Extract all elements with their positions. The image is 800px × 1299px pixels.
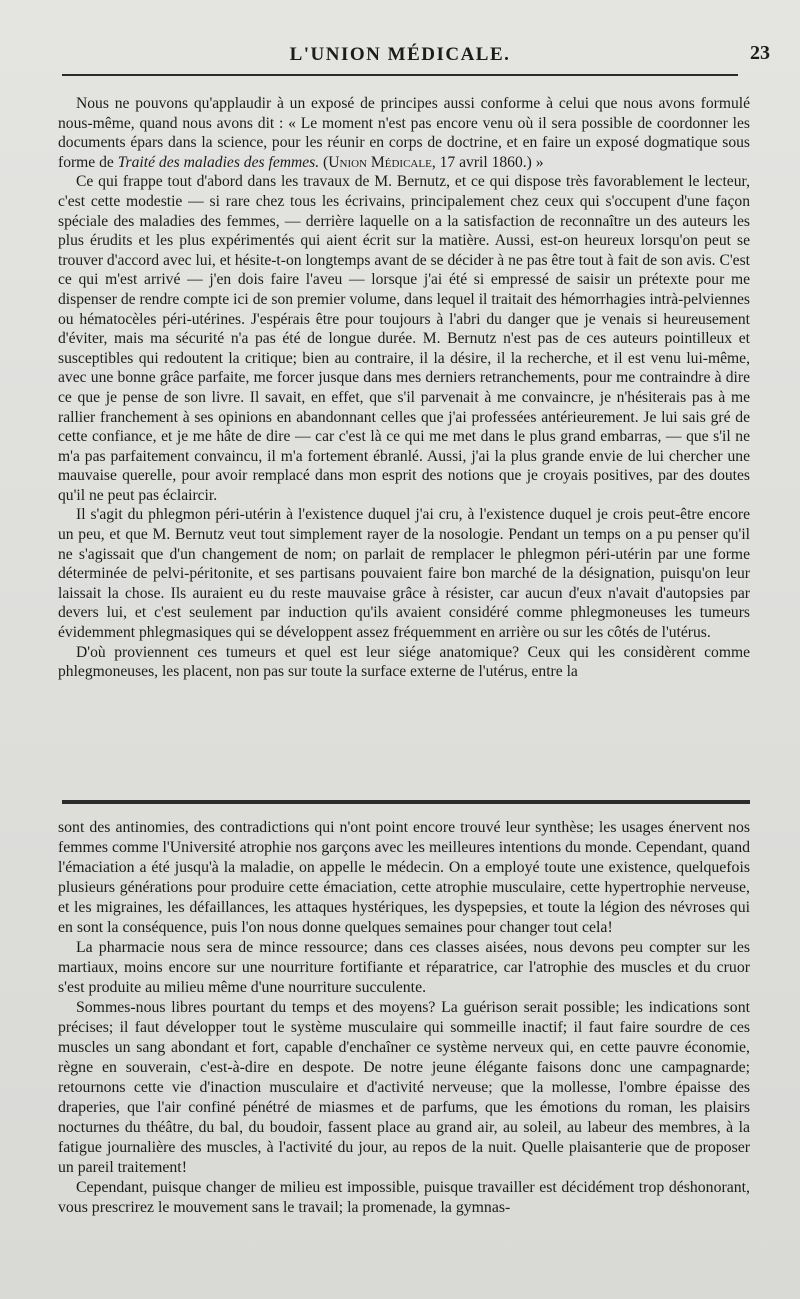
running-title: L'UNION MÉDICALE. (289, 44, 511, 65)
paragraph: Il s'agit du phlegmon péri-utérin à l'existence duquel j'ai cru, à l'existence duquel je crois peut-être encore un peu, et que M. Bernutz veut tout simplement rayer de la nosologie. Pendant un temps on a pu penser qu'il ne s'agissait que d'un changement de nom; on parlait de remplacer le phlegmon péri-utérin par une forme déterminée de pelvi-péritonite, et ses partisans pouvaient faire bon marché de la désignation, puisqu'on leur laissait la chose. Ils auraient eu du reste mauvaise grâce à résister, car aucun d'eux n'avait d'autopsies par devers lui, et c'est seulement par induction qu'ils avaient considéré comme phlegmoneuses les tumeurs évidemment phlegmasiques qui se développent assez fréquemment en arrière ou sur les côtés de l'utérus. (58, 506, 750, 642)
paragraph: sont des antinomies, des contradictions qui n'ont point encore trouvé leur synthèse; les usages énervent nos femmes comme l'Université atrophie nos garçons avec les meilleures intentions du monde. Cependant, quand l'émaciation a été jusqu'à la maladie, on appelle le médecin. On a employé toute une existence, quelquefois plusieurs générations pour produire cette émaciation, cette atrophie musculaire, cette hypertrophie nerveuse, et les migraines, les défaillances, les attaques hystériques, les dyspepsies, et toute la légion des névroses qui en sont la conséquence, puis l'on nous donne quelques semaines pour changer tout cela! (58, 819, 750, 936)
paragraph: Cependant, puisque changer de milieu est impossible, puisque travailler est décidément trop déshonorant, vous prescrirez le mouvement sans le travail; la promenade, la gymnas- (58, 1179, 750, 1216)
paragraph: Ce qui frappe tout d'abord dans les travaux de M. Bernutz, et ce qui dispose très favorablement le lecteur, c'est cette modestie — si rare chez tous les écrivains, principalement chez ceux qui s'occupent d'une façon spéciale des maladies des femmes, — derrière laquelle on a la satisfaction de reconnaître un des auteurs les plus érudits et les plus expérimentés qui aient écrit sur la matière. Aussi, est-on heureux lorsqu'on peut se trouver d'accord avec lui, et hésite-t-on longtemps avant de se décider à ne pas être tout à fait de son avis. C'est ce qui m'est arrivé — j'en dois faire l'aveu — lorsque j'ai été si empressé de saisir un prétexte pour me dispenser de rendre compte ici de son premier volume, dans lequel il traitait des hémorrhagies intrà-pelviennes ou hématocèles péri-utérines. J'espérais être pour toujours à l'abri du danger que je venais si heureusement d'éviter, mais ma sécurité n'a pas été de longue durée. M. Bernutz n'est pas de ces auteurs pointilleux et susceptibles qui redoutent la critique; bien au contraire, il la désire, il la recherche, et il est venu lui-même, avec une bonne grâce parfaite, me forcer jusque dans mes derniers retranchements, pour me contraindre à dire ce que je pense de son livre. Il savait, en effet, que s'il parvenait à me convaincre, je n'hésiterais pas à me rallier franchement à ses opinions en abandonnant celles que j'ai professées antérieurement. Je lui sais gré de cette confiance, et je me hâte de dire — car c'est là ce qui me met dans le plus grand embarras, — que s'il ne m'a pas parfaitement convaincu, il m'a fortement ébranlé. Aussi, j'ai la plus grande envie de lui chercher une mauvaise querelle, pour avoir remplacé dans mon esprit des notions que je croyais positives, par des doutes qu'il ne peut pas éclaircir. (58, 173, 750, 504)
feuilleton-divider (62, 800, 750, 804)
running-head (0, 40, 800, 70)
paragraph (58, 94, 750, 172)
paragraph: La pharmacie nous sera de mince ressource; dans ces classes aisées, nous devons peu compter sur les martiaux, moins encore sur une nourriture fortifiante et réparatrice, car l'atrophie des muscles et du cruor s'est produite au milieu même d'une nourriture succulente. (58, 939, 750, 996)
paragraph: Sommes-nous libres pourtant du temps et des moyens? La guérison serait possible; les indications sont précises; il faut développer tout le système musculaire qui sommeille inactif; il faut faire sourdre de ces muscles un sang abondant et fort, capable d'enchaîner ce système nerveux qui, en cette pauvre économie, règne en souverain, c'est-à-dire en despote. De notre jeune élégante faisons donc une campagnarde; retournons cette vie d'inaction musculaire et d'activité nerveuse; que la mollesse, l'ombre épaisse des draperies, que l'air confiné pénétré de miasmes et de parfums, que les émotions du roman, les plaisirs nocturnes du théâtre, du bal, du boudoir, fassent place au grand air, au soleil, au labeur des membres, à la fatigue journalière des muscles, à l'activité du jour, au repos de la nuit. Quelle plaisanterie que de proposer un pareil traitement! (58, 999, 750, 1176)
page-number: 23 (750, 42, 770, 64)
paragraph: D'où proviennent ces tumeurs et quel est leur siége anatomique? Ceux qui les considèrent comme phlegmoneuses, les placent, non pas sur toute la surface externe de l'utérus, entre la (58, 643, 750, 681)
paragraph-text: , 17 avril 1860.) » (431, 153, 544, 171)
main-text-block (58, 94, 750, 682)
source-citation: Union Médicale (328, 153, 432, 171)
paragraph-text: ( (319, 153, 329, 171)
book-title: Traité des maladies des femmes. (117, 153, 320, 171)
feuilleton-text-block (58, 818, 750, 1218)
paragraph-text: Nous ne pouvons qu'applaudir à un exposé de principes aussi conforme à celui que nous avons formulé nous-même, quand nous avons dit : « Le moment n'est pas encore venu où il sera possible de coordonner les documents épars dans la science, pour les réunir en corps de doctrine, et en faire un exposé dogmatique sous forme de (58, 95, 750, 171)
header-rule (62, 74, 738, 76)
